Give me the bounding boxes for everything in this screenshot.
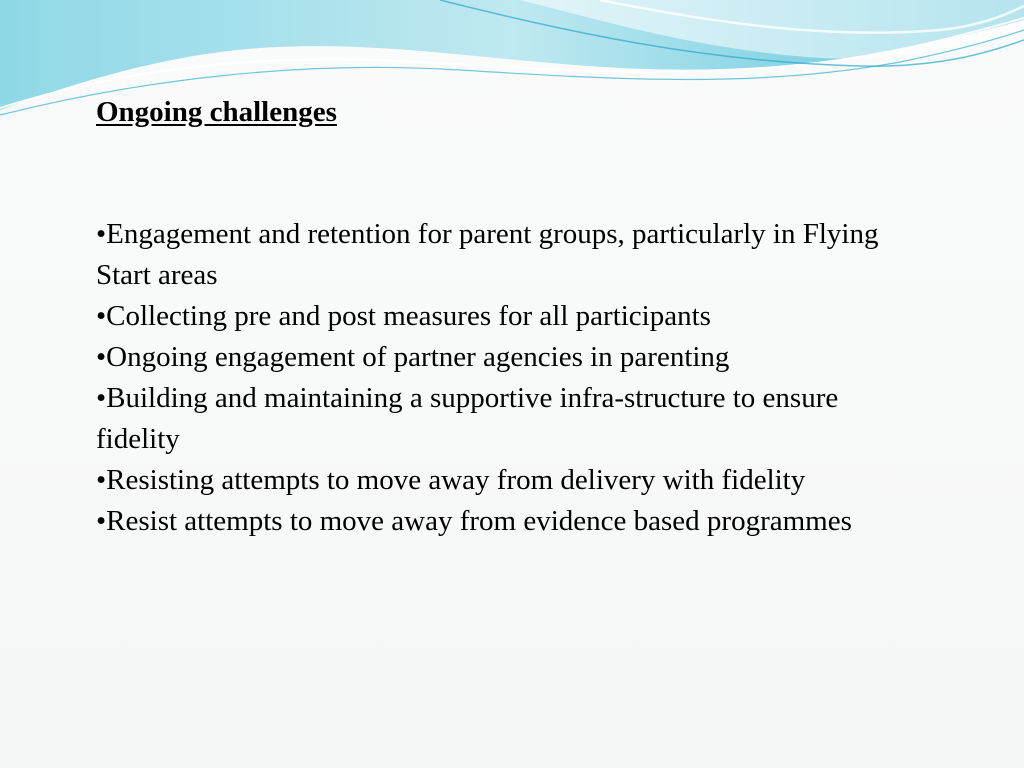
bullet-text: Building and maintaining a supportive infra-structure to ensure fidelity [96,382,839,455]
bullet-mark: • [96,505,107,537]
bullet-list [96,214,926,542]
bullet-item [96,501,926,542]
bullet-mark: • [96,341,107,373]
slide-content [96,92,926,542]
bullet-text: Resisting attempts to move away from delivery with fidelity [106,464,806,496]
bullet-mark: • [96,218,107,250]
bullet-text: Ongoing engagement of partner agencies in parenting [106,341,730,373]
bullet-item [96,337,926,378]
bullet-item [96,378,926,460]
bullet-item [96,214,926,296]
bullet-text: Collecting pre and post measures for all participants [106,300,711,332]
bullet-mark: • [96,382,107,414]
bullet-text: Engagement and retention for parent groups, particularly in Flying Start areas [96,218,879,291]
bullet-item [96,460,926,501]
bullet-text: Resist attempts to move away from evidence based programmes [106,505,852,537]
bullet-mark: • [96,464,107,496]
bullet-mark: • [96,300,107,332]
bullet-item [96,296,926,337]
slide-title: Ongoing challenges [96,96,337,128]
